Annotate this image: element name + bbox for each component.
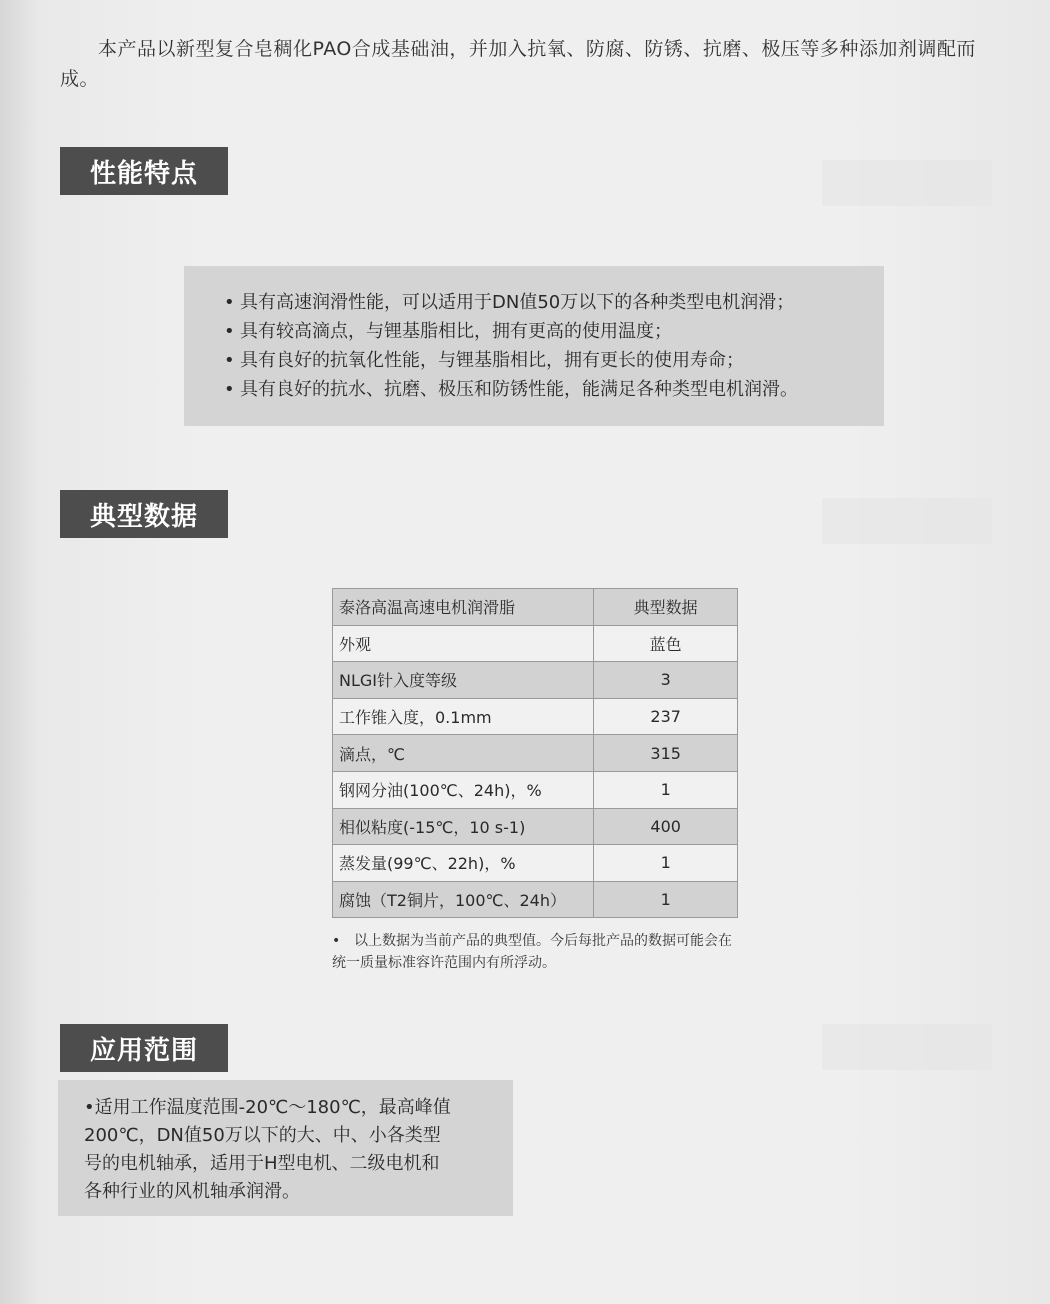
footnote-text: 以上数据为当前产品的典型值。今后每批产品的数据可能会在统一质量标准容许范围内有所浮动。 (332, 933, 732, 971)
feature-item: • 具有良好的抗氧化性能，与锂基脂相比，拥有更长的使用寿命； (224, 346, 854, 375)
application-line: 号的电机轴承，适用于H型电机、二级电机和 (84, 1153, 440, 1174)
typical-data-heading: 典型数据 (60, 490, 228, 538)
table-cell-label: 蒸发量(99℃、22h)，% (333, 845, 594, 882)
table-cell-value: 蓝色 (594, 625, 738, 662)
application-text (58, 1080, 513, 1216)
table-row (333, 771, 738, 808)
table-header-cell: 泰洛高温高速电机润滑脂 (333, 589, 594, 626)
table-cell-value: 3 (594, 662, 738, 699)
table-header-row (333, 589, 738, 626)
table-cell-label: 滴点，℃ (333, 735, 594, 772)
table-row (333, 808, 738, 845)
table-cell-label: 腐蚀（T2铜片，100℃、24h） (333, 881, 594, 918)
table-cell-value: 1 (594, 845, 738, 882)
table-cell-value: 1 (594, 771, 738, 808)
table-cell-label: 外观 (333, 625, 594, 662)
table-header-cell: 典型数据 (594, 589, 738, 626)
ghost-tag-bleedthrough (822, 498, 992, 544)
data-footnote (332, 930, 744, 974)
ghost-tag-bleedthrough (822, 1024, 992, 1070)
application-heading: 应用范围 (60, 1024, 228, 1072)
intro-paragraph: 本产品以新型复合皂稠化PAO合成基础油，并加入抗氧、防腐、防锈、抗磨、极压等多种添加剂调配而成。 (60, 38, 976, 90)
features-list (184, 266, 884, 426)
features-heading: 性能特点 (60, 147, 228, 195)
table-cell-value: 237 (594, 698, 738, 735)
table-row (333, 735, 738, 772)
table-cell-label: 相似粘度(-15℃，10 s-1) (333, 808, 594, 845)
application-line: 200℃，DN值50万以下的大、中、小各类型 (84, 1125, 441, 1146)
table-row (333, 662, 738, 699)
table-row (333, 625, 738, 662)
table-cell-label: NLGI针入度等级 (333, 662, 594, 699)
table-cell-value: 315 (594, 735, 738, 772)
feature-item: • 具有良好的抗水、抗磨、极压和防锈性能，能满足各种类型电机润滑。 (224, 375, 854, 404)
typical-data-table (332, 588, 738, 918)
application-line: 各种行业的风机轴承润滑。 (84, 1181, 300, 1202)
ghost-tag-bleedthrough (822, 160, 992, 206)
table-row (333, 698, 738, 735)
table-row (333, 881, 738, 918)
application-line: •适用工作温度范围-20℃～180℃，最高峰值 (84, 1097, 451, 1118)
table-cell-value: 400 (594, 808, 738, 845)
footnote-bullet: • (332, 933, 341, 949)
table-cell-label: 工作锥入度，0.1mm (333, 698, 594, 735)
table-row (333, 845, 738, 882)
table-cell-value: 1 (594, 881, 738, 918)
feature-item: • 具有高速润滑性能，可以适用于DN值50万以下的各种类型电机润滑； (224, 288, 854, 317)
table-cell-label: 钢网分油(100℃、24h)，% (333, 771, 594, 808)
feature-item: • 具有较高滴点，与锂基脂相比，拥有更高的使用温度； (224, 317, 854, 346)
